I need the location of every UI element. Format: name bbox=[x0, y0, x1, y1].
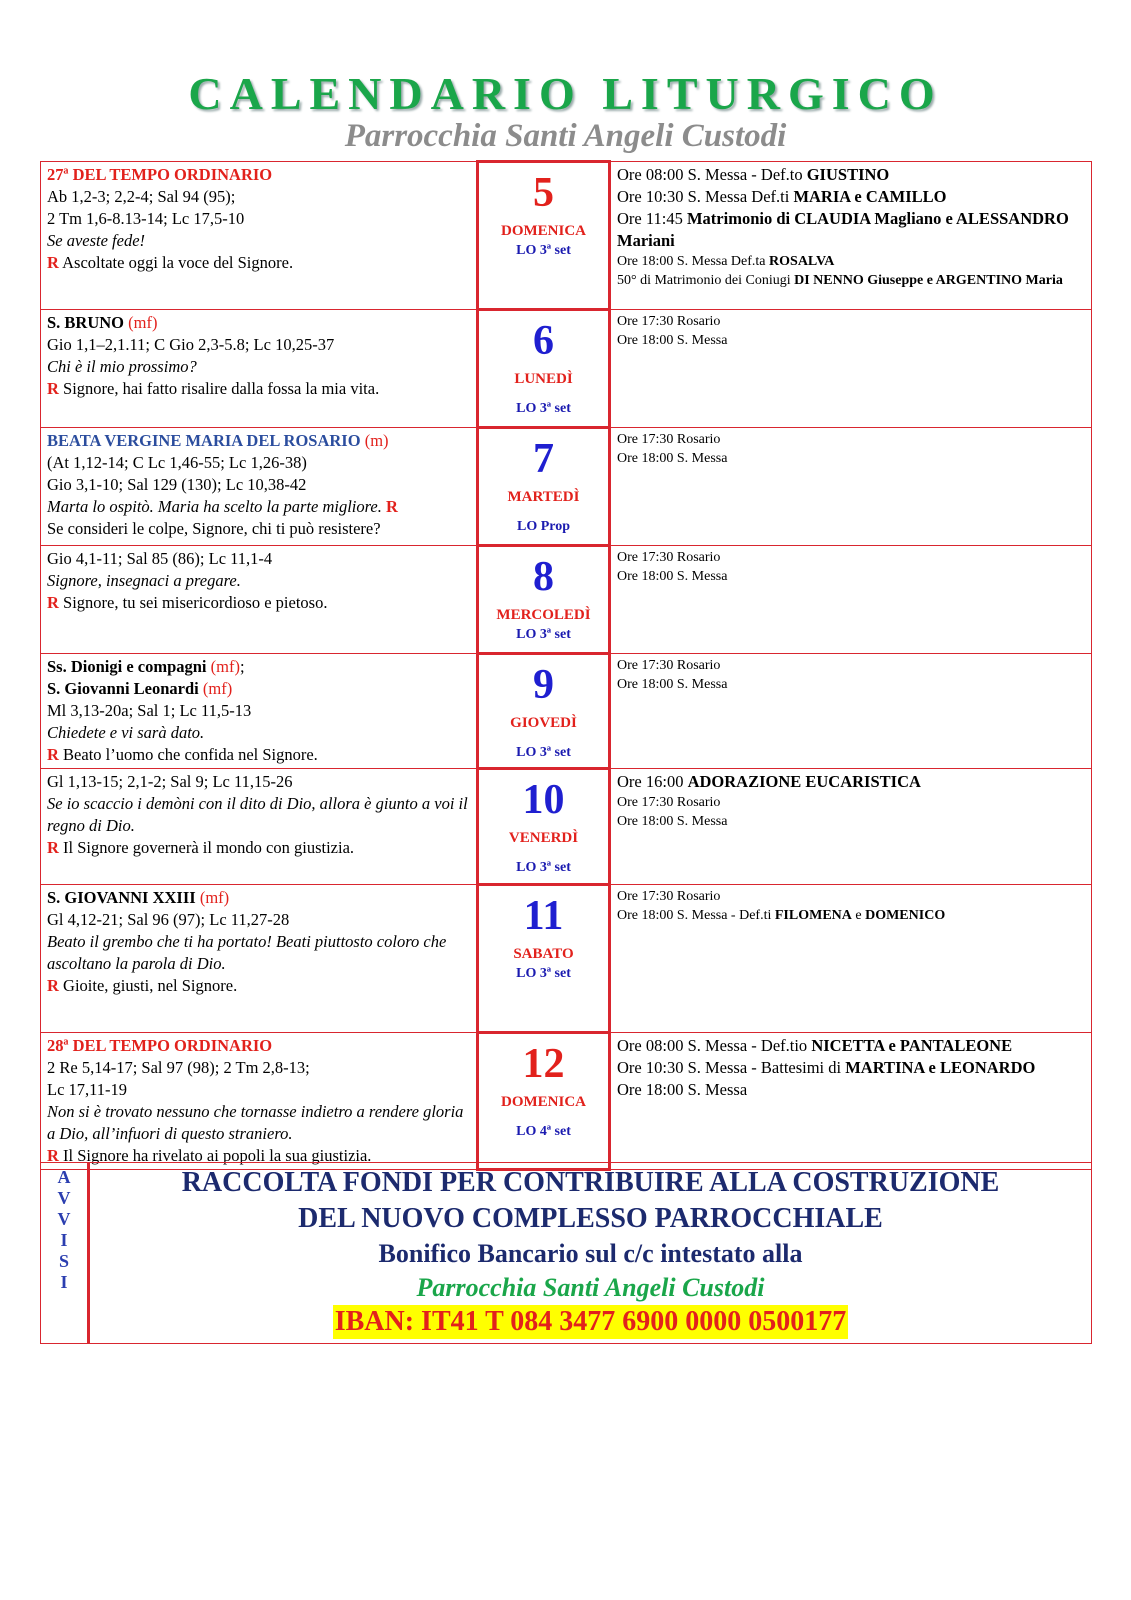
day-number: 12 bbox=[522, 1041, 565, 1087]
event-line bbox=[617, 252, 1085, 271]
calendar-table bbox=[40, 160, 1092, 1171]
text-segment: Marta lo ospitò. Maria ha scelto la parte migliore. bbox=[47, 497, 382, 516]
text-segment: Ore 18:00 S. Messa bbox=[617, 677, 728, 692]
events-cell bbox=[610, 654, 1092, 769]
text-segment: Gio 1,1–2,1.11; C Gio 2,3-5.8; Lc 10,25-37 bbox=[47, 335, 335, 354]
text-segment: Gioite, giusti, nel Signore. bbox=[58, 976, 238, 995]
text-segment: Signore, tu sei misericordioso e pietoso. bbox=[58, 593, 328, 612]
weekday-name: VENERDÌ bbox=[508, 830, 579, 846]
reading-line bbox=[47, 1035, 470, 1057]
text-segment: R bbox=[47, 253, 59, 272]
day-number: 6 bbox=[533, 318, 554, 364]
liturgy-of-hours-week: LO 4ª set bbox=[516, 1124, 571, 1139]
event-line bbox=[617, 1035, 1085, 1057]
events-cell bbox=[610, 769, 1092, 885]
event-line bbox=[617, 887, 1085, 906]
event-line bbox=[617, 208, 1085, 252]
text-segment: Ab 1,2-3; 2,2-4; Sal 94 (95); bbox=[47, 187, 236, 206]
text-segment: 27ª DEL TEMPO ORDINARIO bbox=[47, 165, 273, 184]
event-line bbox=[617, 656, 1085, 675]
text-segment: Ore 18:00 S. Messa bbox=[617, 333, 728, 348]
events-cell bbox=[610, 1033, 1092, 1170]
text-segment: Non si è trovato nessuno che tornasse indietro a rendere gloria a Dio, all’infuori di questo straniero. bbox=[47, 1102, 464, 1143]
text-segment: DI NENNO Giuseppe e ARGENTINO Maria bbox=[794, 273, 1063, 288]
text-segment: R bbox=[47, 838, 59, 857]
reading-line bbox=[47, 678, 470, 700]
text-segment: Il Signore governerà il mondo con giustizia. bbox=[58, 838, 355, 857]
avvisi-body bbox=[89, 1163, 1092, 1344]
reading-line bbox=[47, 430, 470, 452]
readings-cell bbox=[41, 769, 478, 885]
readings-cell bbox=[41, 654, 478, 769]
text-segment: R bbox=[47, 593, 59, 612]
text-segment: Ore 18:00 S. Messa bbox=[617, 451, 728, 466]
reading-line bbox=[47, 975, 470, 997]
date-cell bbox=[478, 885, 610, 1033]
text-segment: e bbox=[851, 908, 866, 923]
text-segment: Ore 17:30 Rosario bbox=[617, 795, 721, 810]
avvisi-letter: V bbox=[57, 1188, 71, 1208]
reading-line bbox=[47, 1079, 470, 1101]
text-segment: ADORAZIONE EUCARISTICA bbox=[687, 772, 921, 791]
text-segment: (mf) bbox=[206, 657, 240, 676]
reading-line bbox=[47, 378, 470, 400]
text-segment: Ore 17:30 Rosario bbox=[617, 889, 721, 904]
text-segment: ; bbox=[239, 657, 245, 676]
avvisi-letter: I bbox=[60, 1230, 68, 1250]
event-line bbox=[617, 771, 1085, 793]
day-number: 5 bbox=[533, 170, 554, 216]
readings-cell bbox=[41, 428, 478, 546]
date-cell bbox=[478, 162, 610, 310]
event-line bbox=[617, 164, 1085, 186]
reading-line bbox=[47, 837, 470, 859]
reading-line bbox=[47, 452, 470, 474]
events-cell bbox=[610, 162, 1092, 310]
text-segment: Ore 10:30 S. Messa - Battesimi di bbox=[617, 1058, 846, 1077]
text-segment: (m) bbox=[360, 431, 389, 450]
reading-line bbox=[47, 252, 470, 274]
reading-line bbox=[47, 592, 470, 614]
avvisi-headline-1: RACCOLTA FONDI PER CONTRIBUIRE ALLA COSTRUZIONE bbox=[181, 1167, 1000, 1198]
calendar-day-row bbox=[41, 428, 1092, 546]
readings-cell bbox=[41, 546, 478, 654]
liturgy-of-hours-week: LO 3ª set bbox=[516, 627, 571, 642]
date-cell bbox=[478, 1033, 610, 1170]
text-segment: R bbox=[47, 745, 59, 764]
text-segment: Gio 4,1-11; Sal 85 (86); Lc 11,1-4 bbox=[47, 549, 273, 568]
weekday-name: SABATO bbox=[513, 946, 574, 962]
text-segment: 2 Re 5,14-17; Sal 97 (98); 2 Tm 2,8-13; bbox=[47, 1058, 310, 1077]
text-segment: (mf) bbox=[198, 679, 233, 698]
liturgy-of-hours-week: LO 3ª set bbox=[516, 860, 571, 875]
text-segment: Ore 08:00 S. Messa - Def.tio bbox=[617, 1036, 812, 1055]
reading-line bbox=[47, 1057, 470, 1079]
event-line bbox=[617, 675, 1085, 694]
calendar-day-row bbox=[41, 885, 1092, 1033]
text-segment: Gl 1,13-15; 2,1-2; Sal 9; Lc 11,15-26 bbox=[47, 772, 293, 791]
text-segment: Matrimonio di CLAUDIA Magliano e ALESSANDRO Mariani bbox=[617, 209, 1069, 250]
date-cell bbox=[478, 654, 610, 769]
event-line bbox=[617, 331, 1085, 350]
calendar-day-row bbox=[41, 654, 1092, 769]
reading-line bbox=[47, 700, 470, 722]
text-segment: Beato il grembo che ti ha portato! Beati piuttosto coloro che ascoltano la parola di Dio. bbox=[47, 932, 447, 973]
event-line bbox=[617, 793, 1085, 812]
reading-line bbox=[47, 771, 470, 793]
avvisi-bank-transfer: Bonifico Bancario sul c/c intestato alla bbox=[378, 1239, 803, 1268]
date-cell bbox=[478, 428, 610, 546]
text-segment: Se io scaccio i demòni con il dito di Dio, allora è giunto a voi il regno di Dio. bbox=[47, 794, 468, 835]
text-segment: Ore 17:30 Rosario bbox=[617, 432, 721, 447]
day-number: 10 bbox=[522, 777, 565, 823]
avvisi-letter: V bbox=[57, 1209, 71, 1229]
events-cell bbox=[610, 310, 1092, 428]
text-segment: Ore 18:00 S. Messa Def.ta bbox=[617, 254, 770, 269]
calendar-day-row bbox=[41, 310, 1092, 428]
text-segment: R bbox=[47, 379, 59, 398]
day-number: 9 bbox=[533, 662, 554, 708]
text-segment: (mf) bbox=[124, 313, 158, 332]
reading-line bbox=[47, 208, 470, 230]
iban-code: IBAN: IT41 T 084 3477 6900 0000 0500177 bbox=[334, 1306, 847, 1337]
avvisi-letter: A bbox=[57, 1167, 71, 1187]
reading-line bbox=[47, 793, 470, 837]
reading-line bbox=[47, 744, 470, 766]
text-segment: MARIA e CAMILLO bbox=[793, 187, 947, 206]
event-line bbox=[617, 449, 1085, 468]
text-segment: R bbox=[47, 976, 59, 995]
event-line bbox=[617, 906, 1085, 925]
liturgy-of-hours-week: LO Prop bbox=[516, 519, 571, 534]
reading-line bbox=[47, 474, 470, 496]
text-segment: R bbox=[381, 497, 398, 516]
text-segment: Se aveste fede! bbox=[47, 231, 146, 250]
reading-line bbox=[47, 570, 470, 592]
text-segment: FILOMENA bbox=[774, 908, 852, 923]
text-segment: Ore 11:45 bbox=[617, 209, 687, 228]
events-cell bbox=[610, 885, 1092, 1033]
event-line bbox=[617, 271, 1085, 290]
text-segment: (mf) bbox=[195, 888, 230, 907]
readings-cell bbox=[41, 885, 478, 1033]
avvisi-headline-2: DEL NUOVO COMPLESSO PARROCCHIALE bbox=[298, 1203, 883, 1234]
text-segment: Ml 3,13-20a; Sal 1; Lc 11,5-13 bbox=[47, 701, 252, 720]
avvisi-letter: S bbox=[58, 1251, 69, 1271]
event-line bbox=[617, 1079, 1085, 1101]
text-segment: NICETTA e PANTALEONE bbox=[811, 1036, 1013, 1055]
event-line bbox=[617, 430, 1085, 449]
day-number: 7 bbox=[533, 436, 554, 482]
readings-cell bbox=[41, 1033, 478, 1170]
readings-cell bbox=[41, 162, 478, 310]
weekday-name: DOMENICA bbox=[501, 223, 586, 239]
event-line bbox=[617, 186, 1085, 208]
reading-line bbox=[47, 164, 470, 186]
liturgy-of-hours-week: LO 3ª set bbox=[516, 401, 571, 416]
date-cell bbox=[478, 310, 610, 428]
weekday-name: LUNEDÌ bbox=[514, 371, 573, 387]
reading-line bbox=[47, 1101, 470, 1145]
text-segment: Ore 08:00 S. Messa - Def.to bbox=[617, 165, 807, 184]
calendar-day-row bbox=[41, 1033, 1092, 1170]
text-segment: S. Giovanni Leonardi bbox=[47, 679, 199, 698]
text-segment: Il Signore ha rivelato ai popoli la sua giustizia. bbox=[58, 1146, 372, 1165]
text-segment: (At 1,12-14; C Lc 1,46-55; Lc 1,26-38) bbox=[47, 453, 307, 472]
event-line bbox=[617, 812, 1085, 831]
text-segment: Ss. Dionigi e compagni bbox=[47, 657, 207, 676]
reading-line bbox=[47, 548, 470, 570]
event-line bbox=[617, 1057, 1085, 1079]
reading-line bbox=[47, 887, 470, 909]
day-number: 11 bbox=[523, 893, 564, 939]
reading-line bbox=[47, 312, 470, 334]
text-segment: Gio 3,1-10; Sal 129 (130); Lc 10,38-42 bbox=[47, 475, 307, 494]
reading-line bbox=[47, 186, 470, 208]
calendar-day-row bbox=[41, 769, 1092, 885]
liturgy-of-hours-week: LO 3ª set bbox=[516, 243, 571, 258]
text-segment: 50° di Matrimonio dei Coniugi bbox=[617, 273, 795, 288]
text-segment: MARTINA e LEONARDO bbox=[845, 1058, 1036, 1077]
text-segment: Ore 18:00 S. Messa bbox=[617, 814, 728, 829]
event-line bbox=[617, 548, 1085, 567]
avvisi-parish-name: Parrocchia Santi Angeli Custodi bbox=[416, 1273, 765, 1302]
reading-line bbox=[47, 518, 470, 540]
text-segment: Ore 18:00 S. Messa bbox=[617, 1080, 748, 1099]
text-segment: Gl 4,12-21; Sal 96 (97); Lc 11,27-28 bbox=[47, 910, 290, 929]
calendar-day-row bbox=[41, 162, 1092, 310]
text-segment: S. BRUNO bbox=[47, 313, 125, 332]
text-segment: GIUSTINO bbox=[806, 165, 890, 184]
parish-subtitle: Parrocchia Santi Angeli Custodi bbox=[344, 118, 787, 154]
reading-line bbox=[47, 656, 470, 678]
calendar-day-row bbox=[41, 546, 1092, 654]
reading-line bbox=[47, 722, 470, 744]
avvisi-letter: I bbox=[60, 1272, 68, 1292]
weekday-name: MARTEDÌ bbox=[507, 489, 580, 505]
text-segment: ROSALVA bbox=[769, 254, 835, 269]
avvisi-label bbox=[41, 1163, 89, 1344]
text-segment: Ore 17:30 Rosario bbox=[617, 658, 721, 673]
text-segment: R bbox=[47, 1146, 59, 1165]
readings-cell bbox=[41, 310, 478, 428]
text-segment: Chi è il mio prossimo? bbox=[47, 357, 197, 376]
text-segment: Se consideri le colpe, Signore, chi ti può resistere? bbox=[47, 519, 381, 538]
reading-line bbox=[47, 356, 470, 378]
text-segment: Chiedete e vi sarà dato. bbox=[47, 723, 205, 742]
day-number: 8 bbox=[533, 554, 554, 600]
text-segment: 28ª DEL TEMPO ORDINARIO bbox=[47, 1036, 273, 1055]
text-segment: Beato l’uomo che confida nel Signore. bbox=[58, 745, 318, 764]
date-cell bbox=[478, 546, 610, 654]
text-segment: BEATA VERGINE MARIA DEL ROSARIO bbox=[47, 431, 361, 450]
weekday-name: GIOVEDÌ bbox=[510, 715, 577, 731]
text-segment: DOMENICO bbox=[865, 908, 946, 923]
text-segment: Ore 17:30 Rosario bbox=[617, 314, 721, 329]
text-segment: Signore, insegnaci a pregare. bbox=[47, 571, 241, 590]
events-cell bbox=[610, 428, 1092, 546]
weekday-name: MERCOLEDÌ bbox=[496, 607, 591, 623]
event-line bbox=[617, 312, 1085, 331]
liturgy-of-hours-week: LO 3ª set bbox=[516, 745, 571, 760]
weekday-name: DOMENICA bbox=[501, 1094, 586, 1110]
reading-line bbox=[47, 230, 470, 252]
text-segment: Lc 17,11-19 bbox=[47, 1080, 128, 1099]
text-segment: Ore 16:00 bbox=[617, 772, 688, 791]
reading-line bbox=[47, 909, 470, 931]
events-cell bbox=[610, 546, 1092, 654]
text-segment: Ore 18:00 S. Messa - Def.ti bbox=[617, 908, 775, 923]
liturgy-of-hours-week: LO 3ª set bbox=[516, 966, 571, 981]
text-segment: Signore, hai fatto risalire dalla fossa la mia vita. bbox=[58, 379, 380, 398]
reading-line bbox=[47, 496, 470, 518]
text-segment: Ore 10:30 S. Messa Def.ti bbox=[617, 187, 794, 206]
text-segment: Ascoltate oggi la voce del Signore. bbox=[58, 253, 294, 272]
reading-line bbox=[47, 334, 470, 356]
reading-line bbox=[47, 931, 470, 975]
page-title: CALENDARIO LITURGICO bbox=[188, 68, 943, 119]
event-line bbox=[617, 567, 1085, 586]
date-cell bbox=[478, 769, 610, 885]
avvisi-box bbox=[40, 1162, 1092, 1344]
text-segment: Ore 17:30 Rosario bbox=[617, 550, 721, 565]
text-segment: S. GIOVANNI XXIII bbox=[47, 888, 196, 907]
text-segment: Ore 18:00 S. Messa bbox=[617, 569, 728, 584]
text-segment: 2 Tm 1,6-8.13-14; Lc 17,5-10 bbox=[47, 209, 245, 228]
